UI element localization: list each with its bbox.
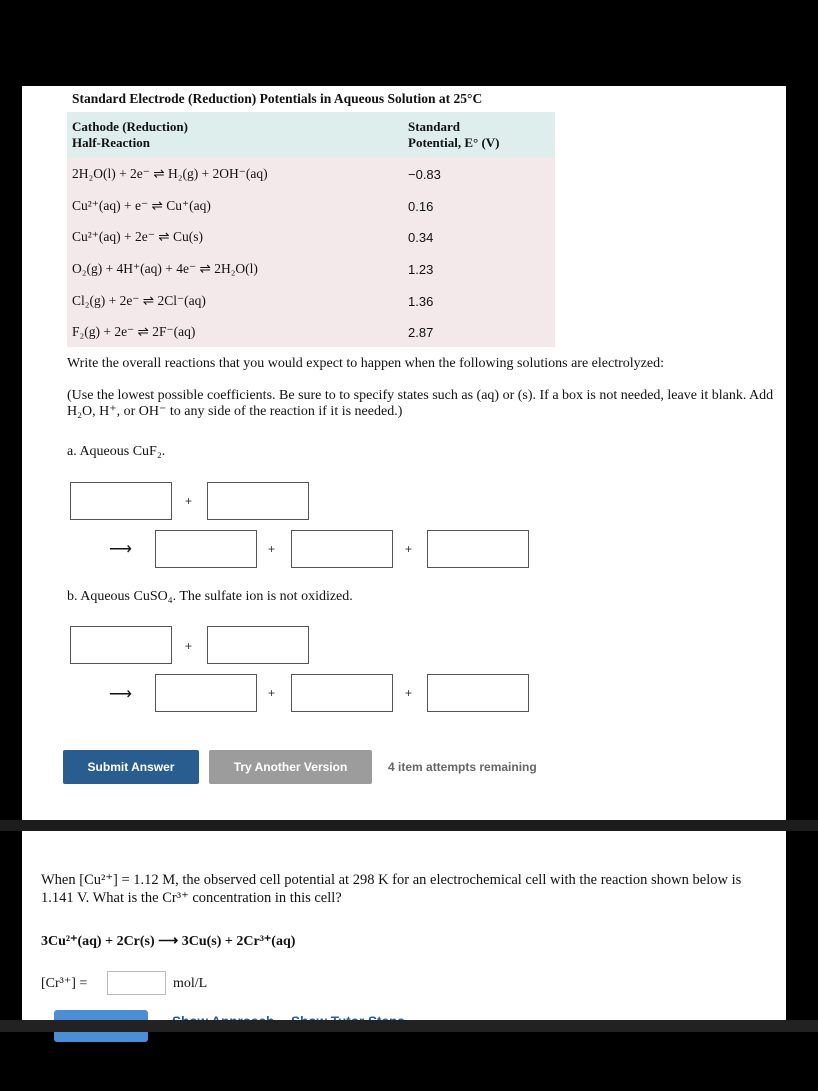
table-row: [67, 315, 555, 347]
part-a-product-2[interactable]: [291, 530, 393, 568]
part-b-product-2[interactable]: [291, 674, 393, 712]
panel-divider: [0, 820, 818, 831]
plus-sign: +: [268, 686, 276, 700]
part-b-reactant-1[interactable]: [70, 626, 172, 664]
cr-concentration-input[interactable]: [107, 971, 166, 995]
table-row: [67, 252, 555, 284]
bottom-bar: [0, 1020, 818, 1032]
table-row: [67, 157, 555, 189]
potential-value: 2.87: [408, 325, 434, 341]
instructions: Write the overall reactions that you would expect to happen when the following solutions are electrolyzed:: [67, 356, 664, 371]
question-panel-2: [22, 831, 786, 1020]
table-row: [67, 189, 555, 221]
submit-answer-button[interactable]: Submit Answer: [63, 750, 199, 784]
try-another-version-button[interactable]: Try Another Version: [209, 750, 372, 784]
header-potential: Standard Potential, E° (V): [408, 119, 500, 150]
part-b-reactant-2[interactable]: [207, 626, 309, 664]
reaction-arrow: ⟶: [109, 686, 132, 703]
potential-value: 0.16: [408, 198, 434, 214]
table-title: Standard Electrode (Reduction) Potentials in Aqueous Solution at 25°C: [72, 91, 483, 106]
part-a-product-1[interactable]: [155, 530, 257, 568]
part-a-label: a. Aqueous CuF₂.: [67, 444, 166, 459]
table-row: [67, 284, 555, 316]
half-reaction: Cu²⁺(aq) + e⁻ ⇌ Cu⁺(aq): [72, 197, 211, 213]
potential-value: 0.34: [408, 230, 434, 246]
question-panel-1: [22, 86, 786, 820]
half-reaction: Cu²⁺(aq) + 2e⁻ ⇌ Cu(s): [72, 229, 203, 245]
potentials-table: [67, 112, 555, 347]
part-b-label: b. Aqueous CuSO₄. The sulfate ion is not oxidized.: [67, 589, 353, 604]
attempts-remaining: 4 item attempts remaining: [388, 760, 537, 774]
potential-value: 1.36: [408, 293, 434, 309]
half-reaction: F₂(g) + 2e⁻ ⇌ 2F⁻(aq): [72, 324, 196, 340]
cr-concentration-label: [Cr³⁺] =: [41, 976, 88, 991]
part-a-reactant-1[interactable]: [70, 482, 172, 520]
question-text: When [Cu²⁺] = 1.12 M, the observed cell potential at 298 K for an electrochemical cell with the reaction shown below is 1.141 V. What is the Cr³⁺ concentration in this cell?: [41, 872, 742, 906]
table-row: [67, 220, 555, 252]
potential-value: 1.23: [408, 262, 434, 278]
half-reaction: 2H₂O(l) + 2e⁻ ⇌ H₂(g) + 2OH⁻(aq): [72, 166, 268, 181]
part-a-reactant-2[interactable]: [207, 482, 309, 520]
instructions-note: (Use the lowest possible coefficients. Be sure to to specify states such as (aq) or (s). If a box is not needed, leave it blank. Add H₂O, H⁺, or OH⁻ to any side of the reaction if it is needed.): [67, 388, 774, 419]
potential-value: −0.83: [408, 167, 441, 182]
plus-sign: +: [268, 542, 276, 556]
cell-reaction: 3Cu²⁺(aq) + 2Cr(s) ⟶ 3Cu(s) + 2Cr³⁺(aq): [41, 934, 296, 949]
unit-label: mol/L: [173, 976, 208, 991]
reaction-arrow: ⟶: [109, 541, 132, 558]
part-b-product-1[interactable]: [155, 674, 257, 712]
table-header: [67, 112, 555, 157]
plus-sign: +: [405, 686, 413, 700]
half-reaction: O₂(g) + 4H⁺(aq) + 4e⁻ ⇌ 2H₂O(l): [72, 261, 258, 277]
table-body: [67, 157, 555, 347]
plus-sign: +: [185, 639, 193, 653]
part-b-product-3[interactable]: [427, 674, 529, 712]
header-cathode: Cathode (Reduction) Half-Reaction: [72, 119, 188, 150]
part-a-product-3[interactable]: [427, 530, 529, 568]
plus-sign: +: [185, 494, 193, 508]
plus-sign: +: [405, 542, 413, 556]
half-reaction: Cl₂(g) + 2e⁻ ⇌ 2Cl⁻(aq): [72, 292, 206, 308]
